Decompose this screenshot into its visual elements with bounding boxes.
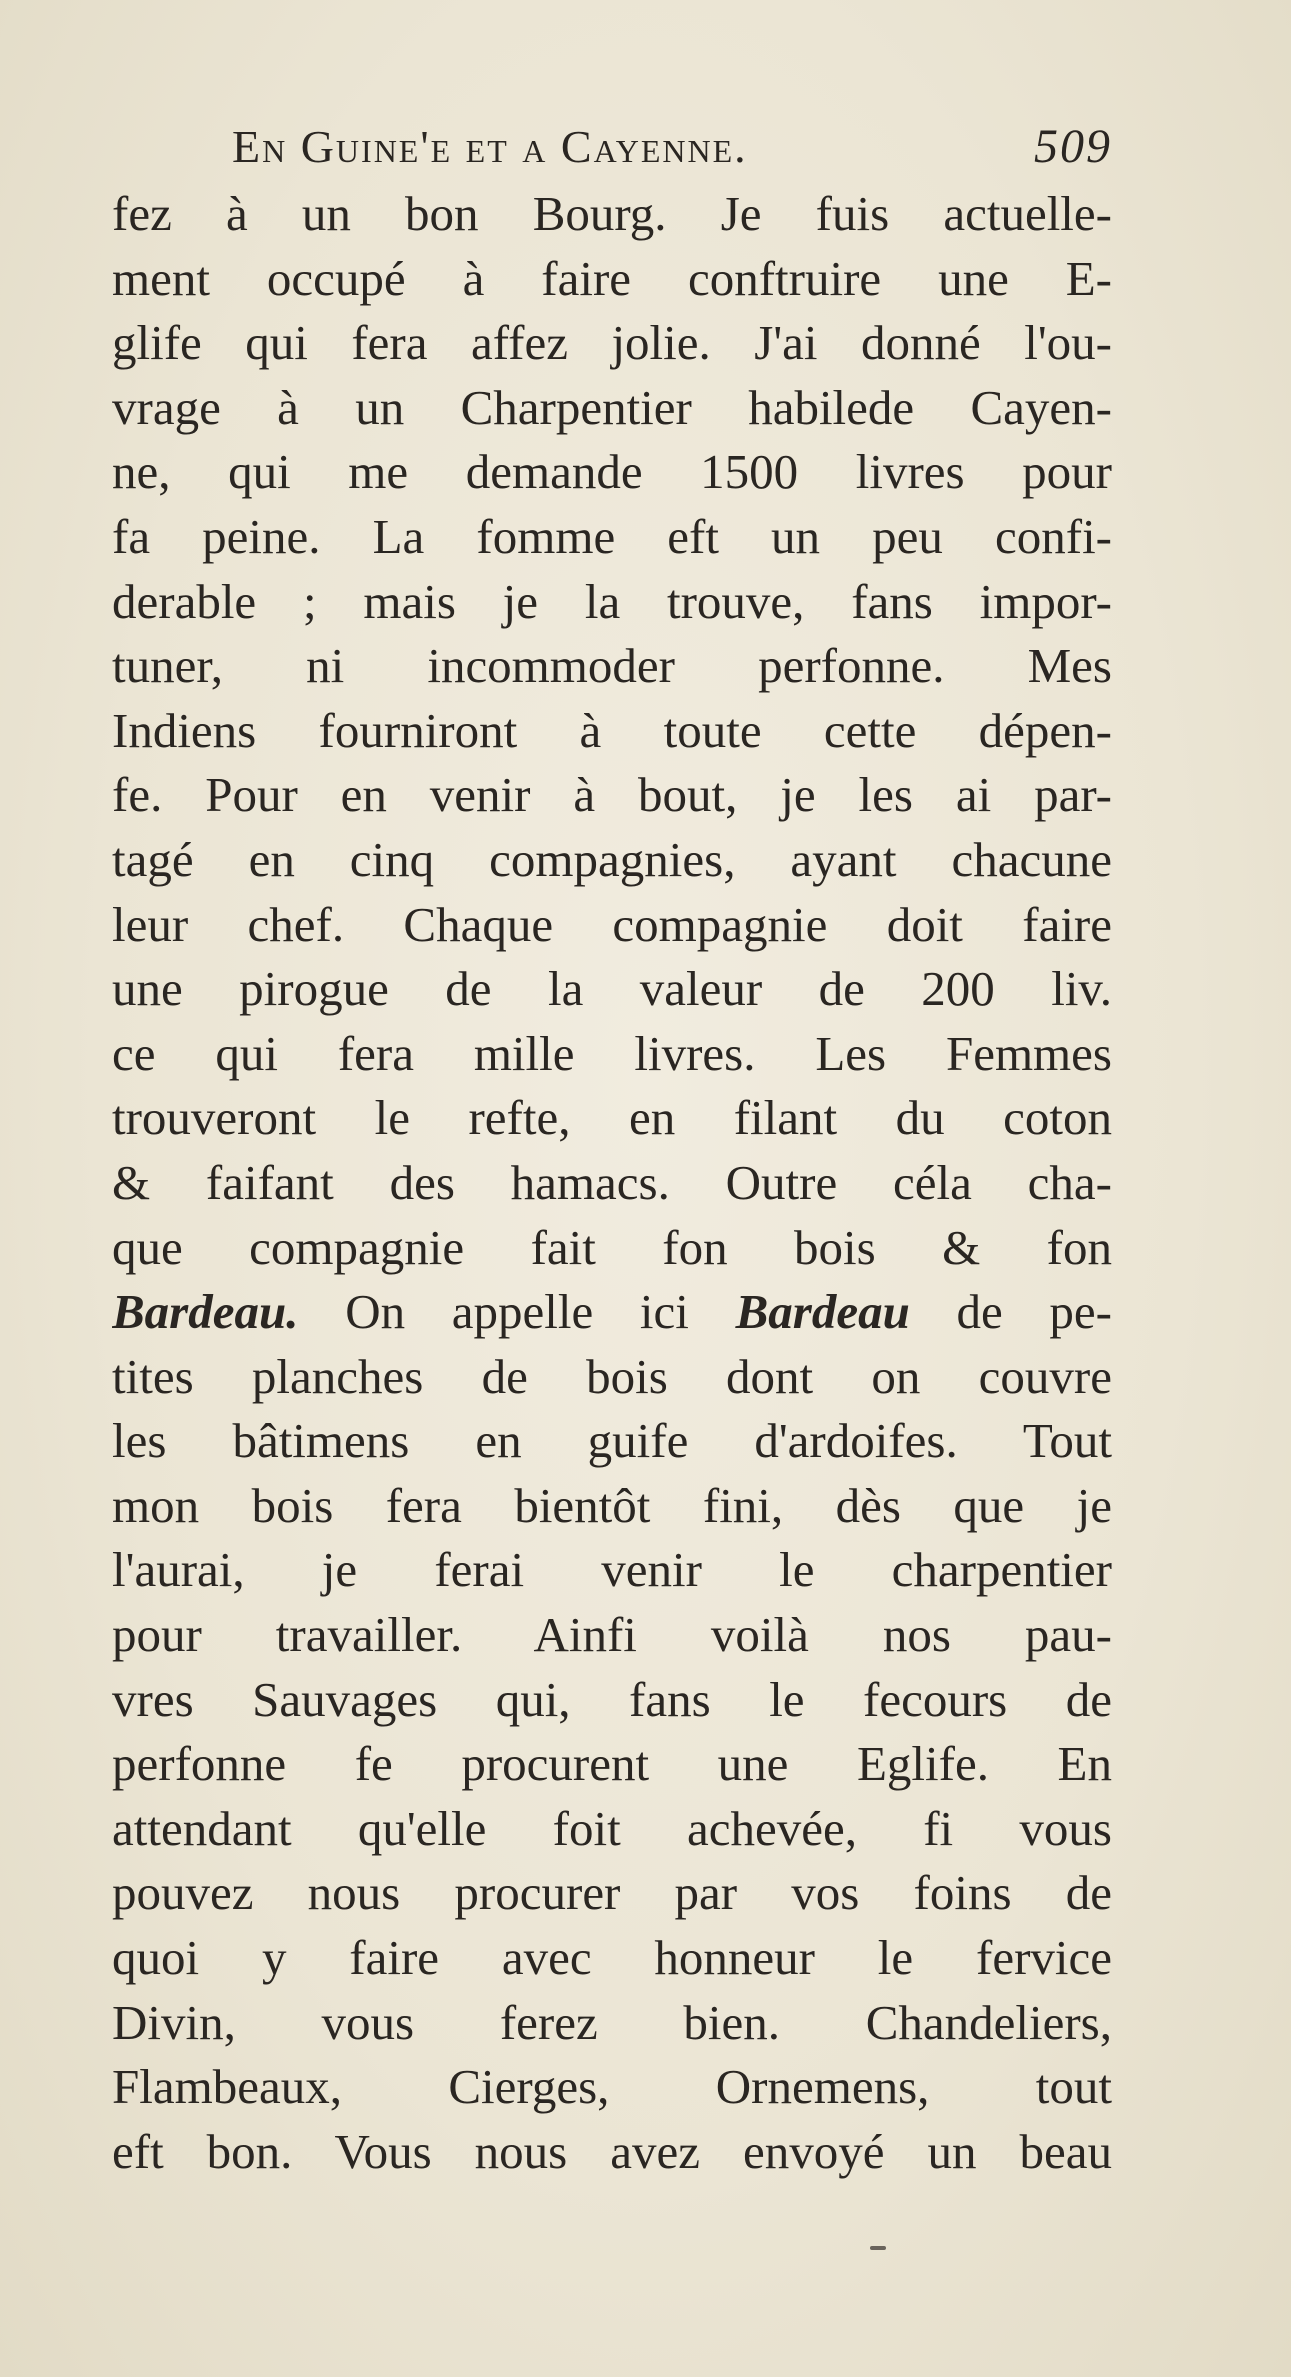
text-line: mon bois fera bientôt fini, dès que je [112, 1477, 1112, 1533]
text-line: Indiens fourniront à toute cette dépen- [112, 702, 1112, 758]
text-line: trouveront le refte, en filant du coton [112, 1090, 1112, 1146]
signature-mark [870, 2246, 886, 2250]
text-line: vres Sauvages qui, fans le fecours de [112, 1671, 1112, 1727]
text-line: une pirogue de la valeur de 200 liv. [112, 961, 1112, 1017]
text-line: tites planches de bois dont on couvre [112, 1348, 1112, 1404]
text-line: & faifant des hamacs. Outre céla cha- [112, 1154, 1112, 1210]
body-text [112, 182, 1112, 2184]
text-line: ce qui fera mille livres. Les Femmes [112, 1025, 1112, 1081]
text-line: vrage à un Charpentier habilede Cayen- [112, 379, 1112, 435]
text-line: ment occupé à faire conftruire une E- [112, 250, 1112, 306]
text-line: pouvez nous procurer par vos foins de [112, 1865, 1112, 1921]
page-number: 509 [1034, 120, 1112, 173]
text-line: attendant qu'elle foit achevée, fi vous [112, 1800, 1112, 1856]
text-line: glife qui fera affez jolie. J'ai donné l'ou- [112, 315, 1112, 371]
text-line: fa peine. La fomme eft un peu confi- [112, 508, 1112, 564]
text-line: eft bon. Vous nous avez envoyé un beau [112, 2123, 1112, 2179]
italic-term: Bardeau. [112, 1284, 299, 1340]
text-line: Flambeaux, Cierges, Ornemens, tout [112, 2059, 1112, 2115]
text-line: derable ; mais je la trouve, fans impor- [112, 573, 1112, 629]
text-line: perfonne fe procurent une Eglife. En [112, 1736, 1112, 1792]
running-title: En Guine'e et a Cayenne. [232, 121, 748, 172]
text-line-with-italics [112, 1280, 1112, 1345]
text-line: quoi y faire avec honneur le fervice [112, 1930, 1112, 1986]
text-line: l'aurai, je ferai venir le charpentier [112, 1542, 1112, 1598]
text-line: fez à un bon Bourg. Je fuis actuelle- [112, 186, 1112, 241]
running-header [232, 112, 1112, 182]
text-line: ne, qui me demande 1500 livres pour [112, 444, 1112, 500]
text-line: les bâtimens en guife d'ardoifes. Tout [112, 1413, 1112, 1469]
text-line: tuner, ni incommoder perfonne. Mes [112, 638, 1112, 694]
text-line: pour travailler. Ainfi voilà nos pau- [112, 1607, 1112, 1663]
text-line: leur chef. Chaque compagnie doit faire [112, 896, 1112, 952]
italic-term: Bardeau [735, 1284, 910, 1340]
text-line: que compagnie fait fon bois & fon [112, 1219, 1112, 1275]
text-line: tagé en cinq compagnies, ayant chacune [112, 831, 1112, 887]
text-line: Divin, vous ferez bien. Chandeliers, [112, 1994, 1112, 2050]
text-line: fe. Pour en venir à bout, je les ai par- [112, 767, 1112, 823]
text-run: On appelle ici [298, 1284, 736, 1340]
text-run: de pe- [909, 1284, 1112, 1340]
